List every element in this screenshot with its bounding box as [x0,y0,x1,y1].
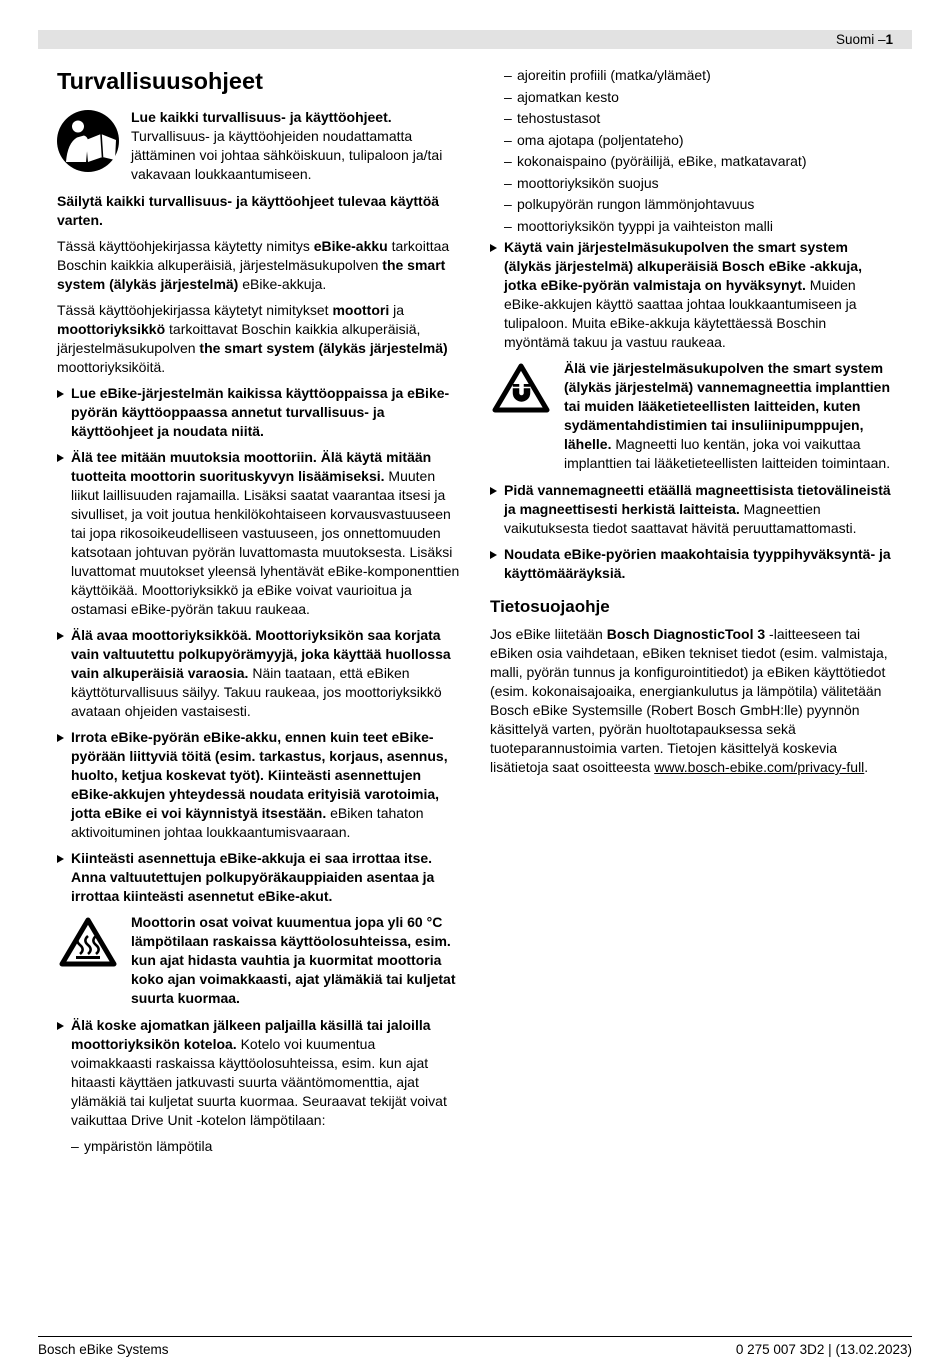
dash-marker: – [71,1138,79,1154]
dash-list-item [490,131,893,150]
text-run: ympäristön lämpötila [84,1138,213,1154]
dash-list-item [57,1137,460,1156]
footer-doc-number: 0 275 007 3D2 | (13.02.2023) [735,1342,912,1357]
bullet-text [71,626,460,721]
text-run: oma ajotapa (poljentateho) [517,131,684,148]
read-manual-note [57,108,460,184]
dash-marker: – [504,153,512,169]
bullet-triangle-icon [490,487,497,495]
text-run: Bosch DiagnosticTool 3 [606,626,766,642]
bullet-triangle-icon [57,632,64,640]
text-run: moottori [332,302,390,318]
paragraph [57,192,460,230]
magnet-warning [490,359,893,473]
dash-list-item [490,195,893,214]
text-run: tehostustasot [517,110,601,126]
magnet-warning-icon [490,359,552,473]
page-header [38,30,912,49]
bullet-item [57,849,460,906]
text-run: Turvallisuus- ja käyttöohjeiden noudattamatta jättäminen voi johtaa sähköiskuun, tulipaloon ja/tai vakavaan loukkaantumiseen. [131,128,443,182]
bullet-item [57,626,460,721]
text-run: moottoriyksikön suojus [517,174,659,191]
page-content [57,66,894,1159]
text-run: Muuten liikut laillisuuden rajamailla. Lisäksi saatat vaarantaa itsesi ja sivulliset, ja voit joutua henkilökohtaiseen korvausvastuuseen tai jopa rikosoikeudelliseen vastuuseen, jos onnettomuuden katsotaan johtuvan pyörän luvattomasta muutoksesta. Lisäksi luvattomat muutokset yleensä lyhentävät eBike-komponenttien käyttöikää. Moottoriyksikkö ja eBike voivat vaurioitua ja ostamasi eBike-pyörän takuu raukeaa. [71,468,460,617]
read-manual-icon [57,108,119,184]
text-run: Älä tee mitään muutoksia moottoriin. Älä käytä mitään tuotteita moottorin suorituskyvyn lisäämiseksi. [71,449,432,484]
text-run: eBiken tahaton aktivoituminen johtaa loukkaantumisvaaraan. [71,805,424,840]
text-run: ajoreitin profiili (matka/ylämäet) [517,67,711,83]
text-run: the smart system (älykäs järjestelmä) [199,340,448,356]
dash-text [517,88,893,107]
dash-text [517,66,893,85]
text-run: ajomatkan kesto [517,88,619,105]
text-run: Pidä vannemagneetti etäällä magneettisista tietovälineistä ja magneettisesti herkistä laitteista. [504,482,891,517]
hot-surface-warning-icon [57,913,119,1008]
bullet-item [57,1016,460,1130]
text-run: -laitteeseen tai eBiken osia vaihdetaan, eBiken tekniset tiedot (esim. valmistaja, malli, pyörän tunnus ja konfigurointitiedot) ja eBiken käyttötiedot (esim. kokonaisajoaika, energiankulutus ja lämpötila) välitetään Bosch eBike Systemsille (Robert Bosch GmbH:lle) pyynnön käsittelyä varten, pyörän huoltotapauksessa sekä tuoteparannustoimia varten. Tietojen käsittelyä koskevia lisätietoja saat osoitteesta [490,626,888,775]
dash-text [517,217,893,236]
dash-list-item [490,152,893,171]
privacy-policy-link[interactable]: www.bosch-ebike.com/privacy-full [654,759,865,775]
text-run: Kotelo voi kuumentua voimakkaasti raskaissa käyttöolosuhteissa, esim. kun ajat hitaasti käyttäen jatkuvasti suurta vääntömomenttia, ajat ylämäkiä tai kuljetat suurta kuormaa. Seuraavat tekijät voivat vaikuttaa Drive Unit -kotelon lämpötilaan: [71,1036,447,1128]
dash-text [517,152,893,171]
bullet-item [490,238,893,352]
bullet-triangle-icon [57,454,64,462]
right-column [490,66,893,1159]
text-run: tarkoittavat Boschin kaikkia alkuperäisiä, järjestelmäsukupolven [57,321,421,356]
text-run: Älä vie järjestelmäsukupolven the smart system (älykäs järjestelmä) vannemagneettia implanttien tai muiden lääketieteellisten laitteiden, kuten sydämentahdistimien tai insuliinipumppujen, lähelle. [564,360,891,452]
dash-marker: – [504,196,512,212]
dash-list-item [490,88,893,107]
bullet-item [490,545,893,583]
dash-text [84,1137,460,1156]
text-run: moottoriyksikön tyyppi ja vaihteiston malli [517,217,773,234]
text-run: eBike-akku [313,238,388,254]
dash-text [517,195,893,214]
bullet-item [57,728,460,842]
text-run: Noudata eBike-pyörien maakohtaisia tyyppihyväksyntä- ja käyttömääräyksiä. [504,546,891,581]
bullet-triangle-icon [57,734,64,742]
text-run: Moottorin osat voivat kuumentua jopa yli 60 °C lämpötilaan raskaissa käyttöolosuhteissa, esim. kun ajat hidasta vauhtia ja kuormitat moottoria koko ajan voimakkaasti, ajat ylämäkiä tai kuljetat suurta kuormaa. [131,914,456,1006]
bullet-text [504,545,893,583]
dash-marker: – [504,174,512,191]
paragraph [57,301,460,377]
text-run: polkupyörän rungon lämmönjohtavuus [517,196,755,212]
bullet-text [71,448,460,619]
page-footer [38,1336,912,1357]
text-run: Irrota eBike-pyörän eBike-akku, ennen kuin teet eBike-pyörään liittyviä töitä (esim. tarkastus, korjaus, asennus, huolto, ketjua koskevat työt). Kiinteästi asennettujen eBike-akkujen yhteydessä noudata erityisiä varotoimia, jotta eBike ei voi käynnistyä itsestään. [71,729,448,821]
bullet-text [71,728,460,842]
bullet-triangle-icon [490,244,497,252]
text-run: Kiinteästi asennettuja eBike-akkuja ei saa irrottaa itse. Anna valtuutettujen polkupyöräkauppiaiden asentaa ja irrottaa kiinteästi asennetut eBike-akut. [71,850,435,904]
text-run: Älä koske ajomatkan jälkeen paljailla käsillä tai jaloilla moottoriyksikön koteloa. [71,1017,431,1052]
bullet-item [57,384,460,441]
text-run: Jos eBike liitetään [490,626,607,642]
bullet-triangle-icon [57,390,64,398]
dash-marker: – [504,217,512,234]
text-run: Säilytä kaikki turvallisuus- ja käyttöohjeet tulevaa käyttöä varten. [57,193,440,228]
text-run: ja [389,302,404,318]
footer-brand: Bosch eBike Systems [38,1342,169,1357]
note-text [564,359,893,473]
dash-marker: – [504,67,512,83]
page-title [57,68,460,95]
text-run: Tietosuojaohje [490,597,610,616]
bullet-text [71,384,460,441]
text-run: tarkoittaa Boschin kaikkia alkuperäisiä, järjestelmäsukupolven [57,238,450,273]
dash-list-item [490,109,893,128]
text-run: moottoriyksikkö [57,321,166,337]
bullet-triangle-icon [57,855,64,863]
text-run: Näin taataan, että eBiken käyttöturvallisuus säilyy. Takuu raukeaa, jos moottoriyksikkö avataan ohjeiden vastaisesti. [71,665,442,719]
hot-surface-warning [57,913,460,1008]
header-language-label: Suomi – [835,32,886,47]
bullet-triangle-icon [57,1022,64,1030]
note-text [131,913,460,1008]
text-run: Magneetti luo kentän, joka voi vaikuttaa implanttien tai lääketieteellisten laitteiden toimintaan. [564,436,891,471]
note-text [131,108,460,184]
bullet-text [504,238,893,352]
bullet-text [71,849,460,906]
text-run: Magneettien vaikutuksesta tiedot saattavat hävitä peruuttamattomasti. [504,501,857,536]
bullet-item [490,481,893,538]
text-run: Muiden eBike-akkujen käyttö saattaa johtaa loukkaantumiseen ja tulipaloon. Muita eBike-akkuja käytettäessä Boschin myöntämä takuu ja vastuu raukeaa. [504,277,857,350]
paragraph [490,625,893,777]
header-page-number: 1 [885,32,893,47]
text-run: moottoriyksiköitä. [57,359,166,375]
left-column [57,66,460,1159]
text-run: . [864,759,869,775]
text-run: Lue eBike-järjestelmän kaikissa käyttöoppaissa ja eBike-pyörän käyttöoppaassa annetut turvallisuus- ja käyttöohjeet ja noudata niitä. [71,385,450,439]
text-run: Tässä käyttöohjekirjassa käytetyt nimitykset [57,302,333,318]
dash-marker: – [504,131,512,148]
dash-list-item [490,174,893,193]
bullet-text [71,1016,460,1130]
text-run: Käytä vain järjestelmäsukupolven the smart system (älykäs järjestelmä) alkuperäisiä Bosch eBike -akkuja, jotka eBike-pyörän valmistaja on hyväksynyt. [504,239,862,293]
dash-text [517,131,893,150]
dash-marker: – [504,110,512,126]
section-title [490,596,893,617]
text-run: Lue kaikki turvallisuus- ja käyttöohjeet. [131,109,392,125]
text-run: Turvallisuusohjeet [57,68,263,94]
text-run: eBike-akkuja. [238,276,327,292]
text-run: Tässä käyttöohjekirjassa käytetty nimitys [57,238,314,254]
text-run: Älä avaa moottoriyksikköä. Moottoriyksikön saa korjata vain valtuutettu polkupyörämyyjä, joka käyttää huollossa vain alkuperäisiä varaosia. [71,627,451,681]
dash-marker: – [504,88,512,105]
bullet-item [57,448,460,619]
dash-list-item [490,217,893,236]
bullet-text [504,481,893,538]
text-run: the smart system (älykäs järjestelmä) [57,257,446,292]
dash-text [517,109,893,128]
text-run: kokonaispaino (pyöräilijä, eBike, matkatavarat) [517,153,807,169]
dash-text [517,174,893,193]
paragraph [57,237,460,294]
dash-list-item [490,66,893,85]
bullet-triangle-icon [490,551,497,559]
